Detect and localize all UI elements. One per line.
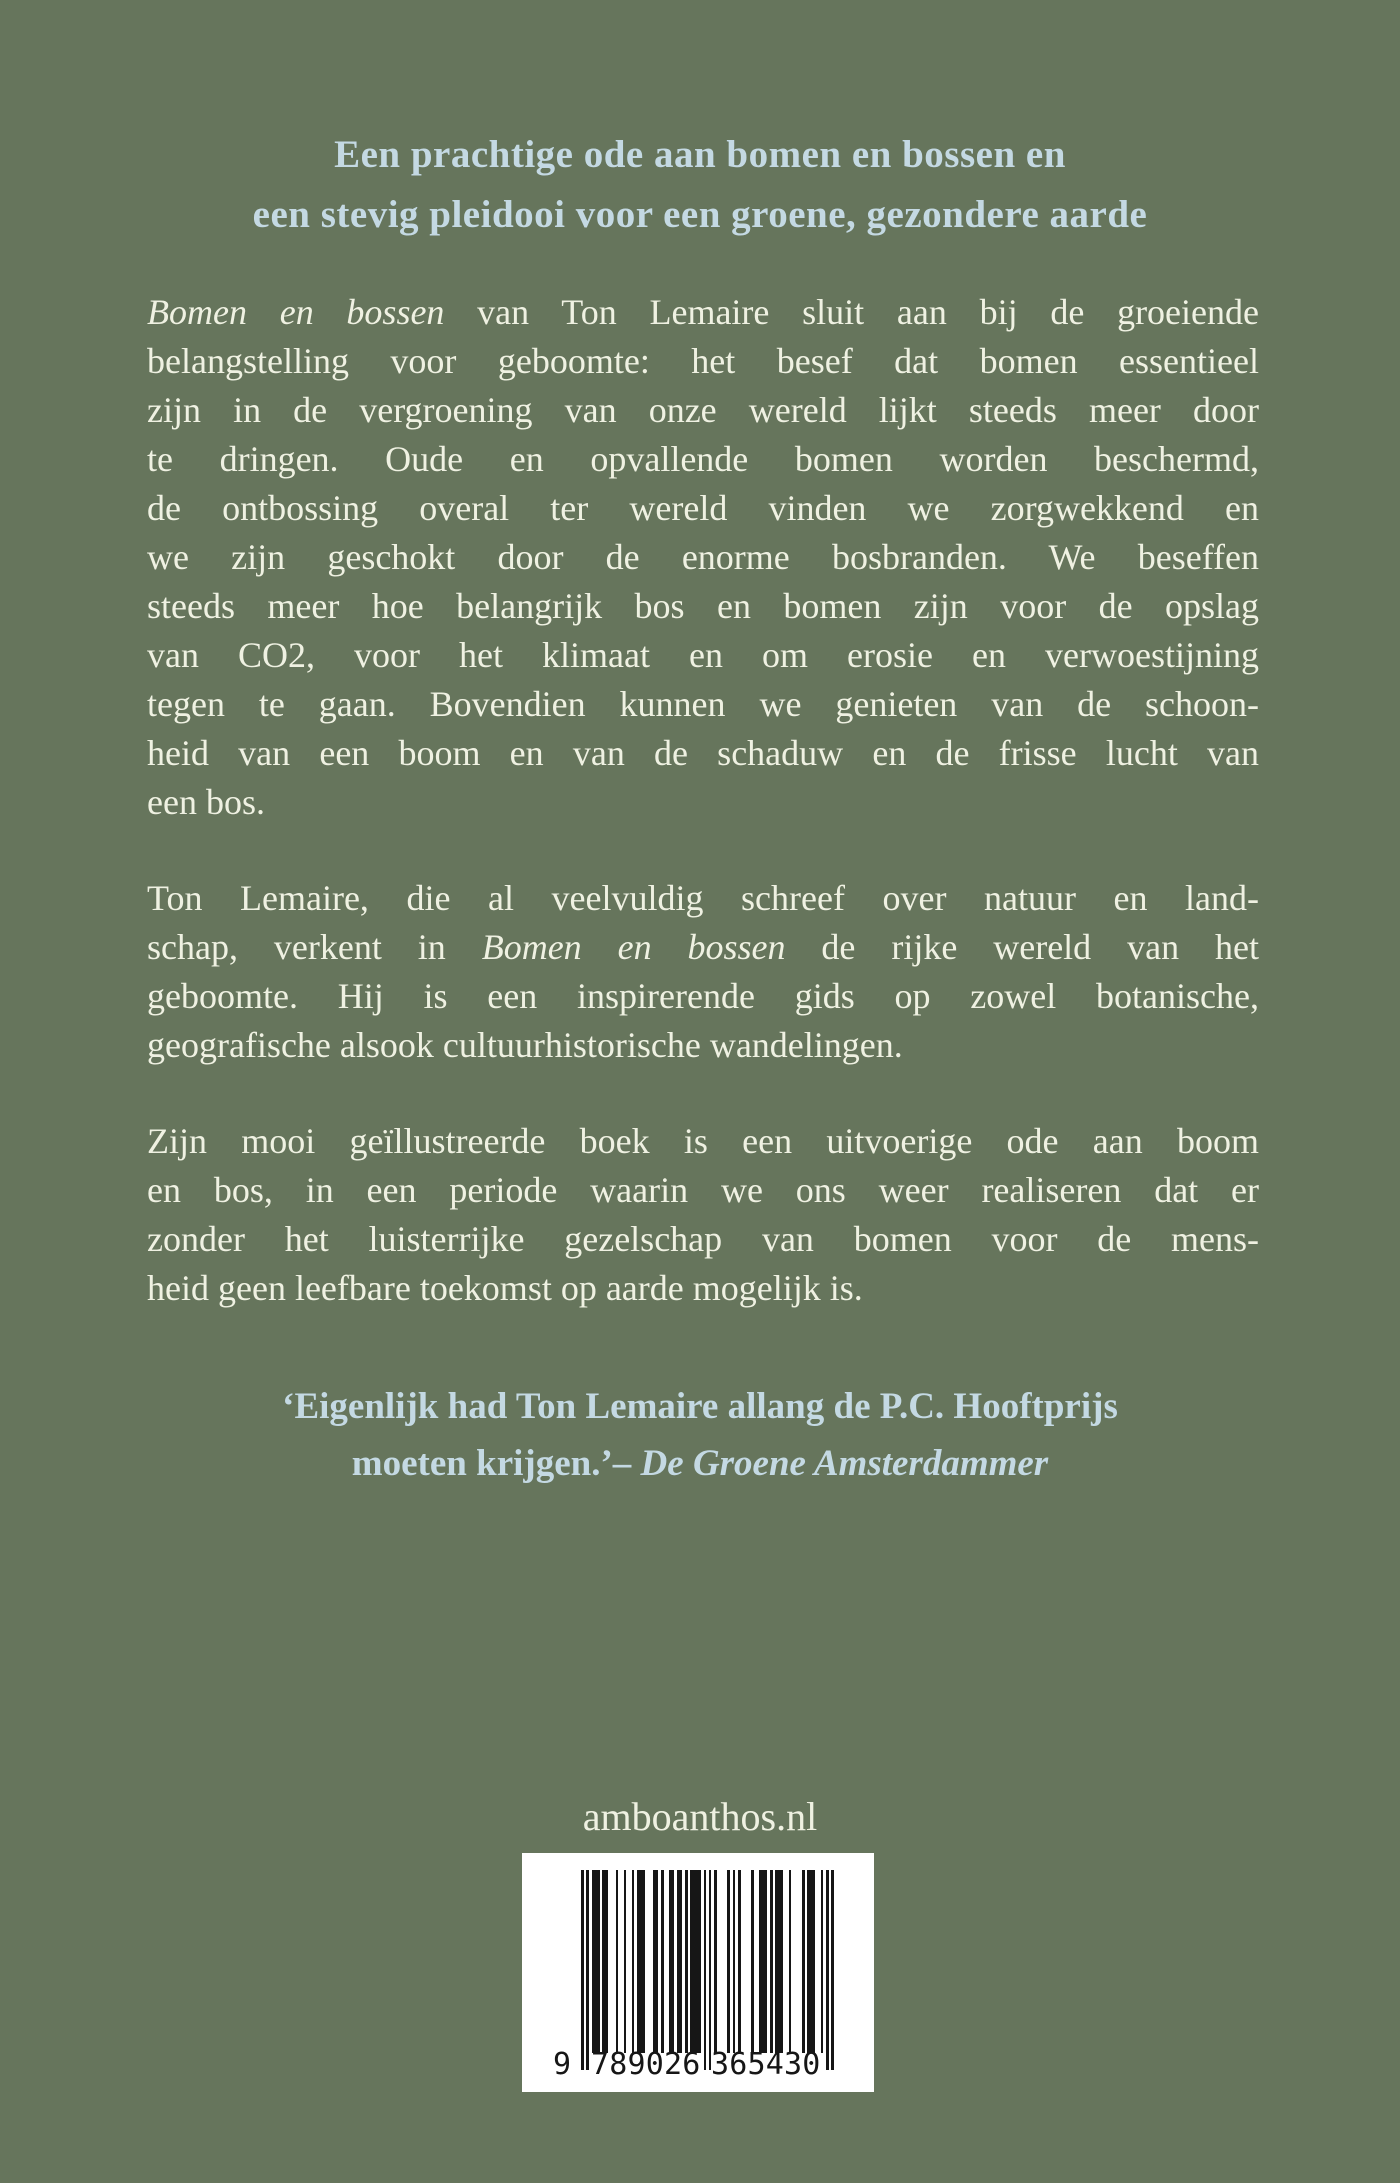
barcode-bar (685, 1870, 688, 2053)
text-line: en bos, in een periode waarin we ons weer realiseren dat er (147, 1170, 1259, 1210)
text-line: tegen te gaan. Bovendien kunnen we genieten van de schoon- (147, 684, 1259, 724)
barcode-digit-group: 789026 (591, 2047, 701, 2082)
barcode-bar (751, 1870, 754, 2053)
paragraph (147, 874, 1259, 1070)
text-line: we zijn geschokt door de enorme bosbranden. We beseffen (147, 537, 1259, 577)
barcode-bar (704, 1870, 707, 2070)
tagline-line: een stevig pleidooi voor een groene, gezondere aarde (252, 193, 1148, 236)
text-line: heid geen leefbare toekomst op aarde mogelijk is. (147, 1268, 863, 1308)
barcode-bar (624, 1870, 627, 2053)
publisher-website: amboanthos.nl (582, 1794, 818, 1839)
text-line: Bomen en bossen van Ton Lemaire sluit aan bij de groeiende (147, 292, 1259, 332)
barcode-bar (738, 1870, 741, 2053)
paragraph (147, 288, 1259, 827)
barcode-bar (826, 1870, 829, 2070)
text-line: heid van een boom en van de schaduw en de frisse lucht van (147, 733, 1259, 773)
text-line: geografische alsook cultuurhistorische wandelingen. (147, 1025, 903, 1065)
text-line: Zijn mooi geïllustreerde boek is een uitvoerige ode aan boom (147, 1121, 1259, 1161)
barcode-bar (775, 1870, 783, 2053)
barcode-bar (581, 1870, 584, 2070)
barcode-bar (789, 1870, 792, 2053)
barcode-bar (802, 1870, 805, 2053)
barcode-bar (661, 1870, 664, 2053)
barcode-bar (586, 1870, 589, 2070)
text-line: de ontbossing overal ter wereld vinden we zorgwekkend en (147, 488, 1259, 528)
barcode-bar (690, 1870, 701, 2053)
barcode-bar (669, 1870, 674, 2053)
barcode-bar (709, 1870, 712, 2070)
paragraph (147, 1117, 1259, 1313)
blurb-text (147, 288, 1259, 1360)
barcode-bar (759, 1870, 767, 2053)
barcode-bar (653, 1870, 658, 2053)
barcode-digit-group: 9 (553, 2047, 572, 2082)
text-line: moeten krijgen.’– De Groene Amsterdammer (351, 1443, 1049, 1484)
barcode-bar (637, 1870, 645, 2053)
barcode-digit-group: 365430 (711, 2047, 821, 2082)
isbn-barcode (522, 1853, 874, 2092)
text-line: een bos. (147, 782, 265, 822)
barcode-bar (807, 1870, 815, 2053)
barcode-bar (602, 1870, 607, 2053)
barcode-bar (616, 1870, 619, 2053)
barcode-bars (581, 1870, 834, 2070)
barcode-bar (632, 1870, 635, 2053)
barcode-bar (677, 1870, 682, 2053)
barcode-bar (770, 1870, 773, 2053)
barcode-bar (821, 1870, 824, 2053)
barcode-bar (714, 1870, 717, 2053)
tagline-line: Een prachtige ode aan bomen en bossen en (334, 133, 1066, 176)
barcode-bar (727, 1870, 730, 2053)
barcode-bar (831, 1870, 834, 2070)
text-line: zijn in de vergroening van onze wereld lijkt steeds meer door (147, 390, 1259, 430)
text-line: ‘Eigenlijk had Ton Lemaire allang de P.C. Hooftprijs (282, 1386, 1118, 1427)
tagline (0, 125, 1400, 245)
text-line: steeds meer hoe belangrijk bos en bomen zijn voor de opslag (147, 586, 1259, 626)
text-line: te dringen. Oude en opvallende bomen worden beschermd, (147, 439, 1259, 479)
review-quote (0, 1378, 1400, 1492)
text-line: schap, verkent in Bomen en bossen de rijke wereld van het (147, 927, 1259, 967)
text-line: belangstelling voor geboomte: het besef dat bomen essentieel (147, 341, 1259, 381)
barcode-bar (592, 1870, 600, 2053)
text-line: geboomte. Hij is een inspirerende gids op zowel botanische, (147, 976, 1259, 1016)
text-line: van CO2, voor het klimaat en om erosie en verwoestijning (147, 635, 1259, 675)
text-line: zonder het luisterrijke gezelschap van bomen voor de mens- (147, 1219, 1259, 1259)
text-line: Ton Lemaire, die al veelvuldig schreef over natuur en land- (147, 878, 1259, 918)
barcode-bar (733, 1870, 736, 2053)
